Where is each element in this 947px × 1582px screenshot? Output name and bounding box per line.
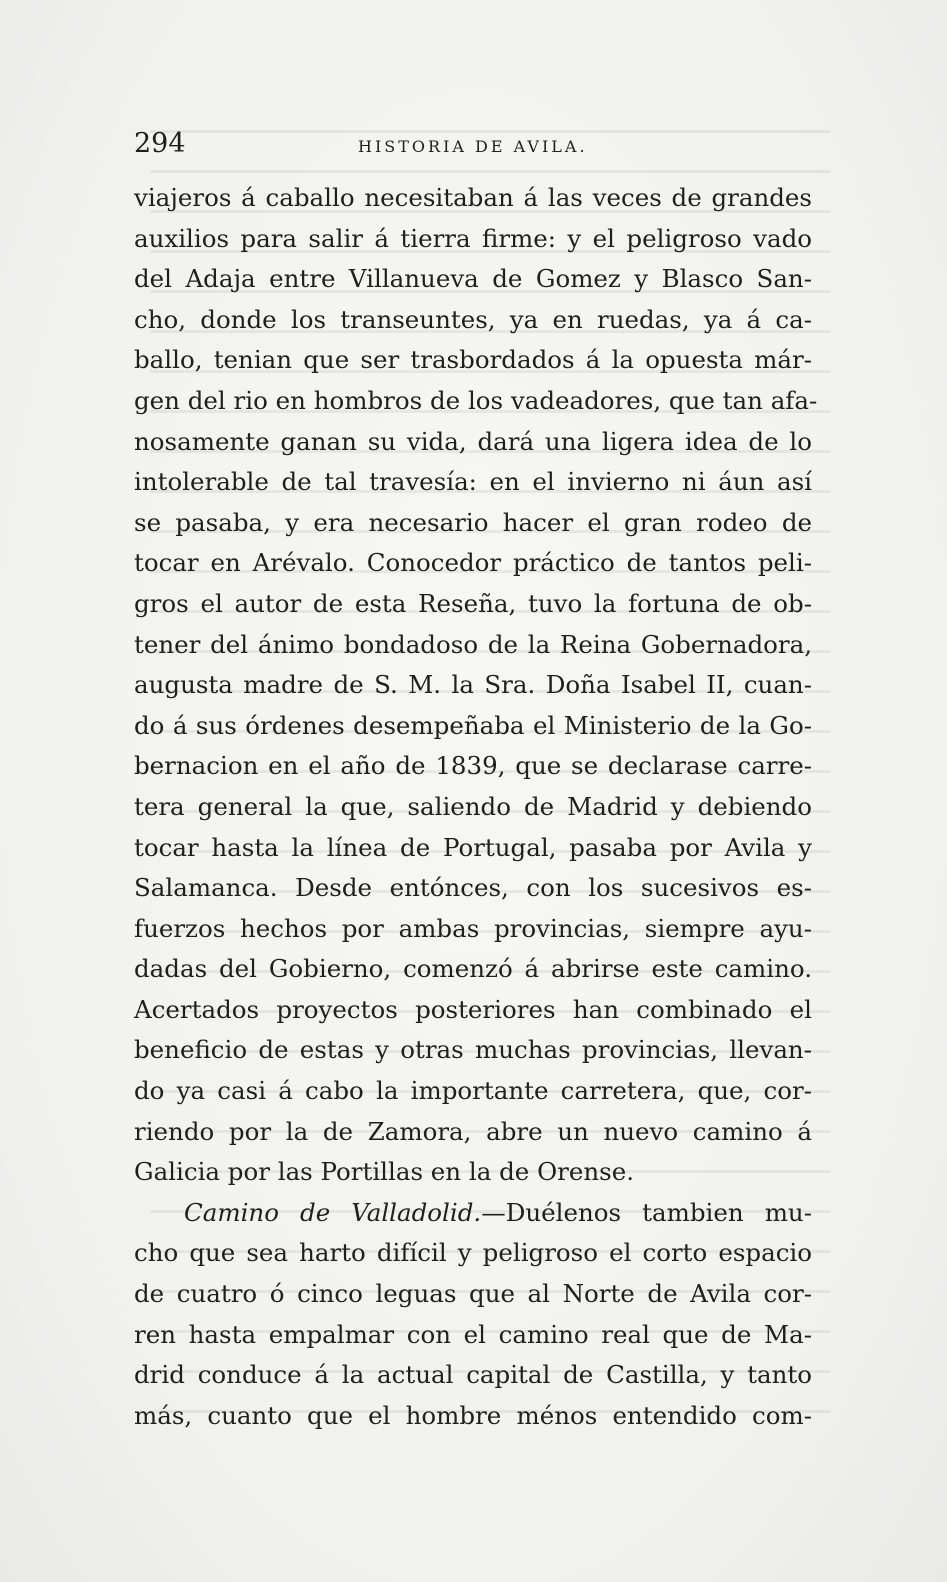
text-line: de cuatro ó cinco leguas que al Norte de Avila cor- (134, 1279, 812, 1309)
text-line: tera general la que, saliendo de Madrid y debiendo (134, 791, 812, 821)
text-line: do ya casi á cabo la importante carretera, que, cor- (134, 1076, 812, 1106)
text-line: tocar en Arévalo. Conocedor práctico de tantos peli- (134, 548, 812, 578)
text-line: auxilios para salir á tierra firme: y el peligroso vado (134, 223, 812, 253)
text-line: del Adaja entre Villanueva de Gomez y Blasco San- (134, 264, 812, 294)
text-line: tener del ánimo bondadoso de la Reina Gobernadora, (134, 629, 812, 659)
running-title: HISTORIA DE AVILA. (358, 137, 588, 156)
text-line: cho que sea harto difícil y peligroso el corto espacio (134, 1238, 812, 1268)
text-line: augusta madre de S. M. la Sra. Doña Isabel II, cuan- (134, 670, 812, 700)
text-line: Galicia por las Portillas en la de Orense. (134, 1157, 635, 1187)
text-line: cho, donde los transeuntes, ya en ruedas, ya á ca- (134, 304, 812, 334)
text-line: Salamanca. Desde entónces, con los sucesivos es- (134, 873, 812, 903)
section-heading-line (134, 1193, 812, 1234)
body-text (134, 178, 818, 1436)
text-line: intolerable de tal travesía: en el invierno ni áun así (134, 467, 812, 497)
text-line: gen del rio en hombros de los vadeadores, que tan afa- (134, 385, 818, 415)
running-head (134, 128, 634, 168)
text-line: gros el autor de esta Reseña, tuvo la fortuna de ob- (134, 588, 812, 618)
text-line: más, cuanto que el hombre ménos entendido com- (134, 1400, 812, 1430)
text-line: bernacion en el año de 1839, que se declarase carre- (134, 751, 812, 781)
text-line: ren hasta empalmar con el camino real que de Ma- (134, 1319, 812, 1349)
text-line: riendo por la de Zamora, abre un nuevo camino á (134, 1116, 812, 1146)
page-number: 294 (134, 128, 186, 159)
text-line: tocar hasta la línea de Portugal, pasaba por Avila y (134, 832, 812, 862)
text-line: do á sus órdenes desempeñaba el Ministerio de la Go- (134, 710, 812, 740)
text-line: fuerzos hechos por ambas provincias, siempre ayu- (134, 913, 812, 943)
text-line: beneficio de estas y otras muchas provincias, llevan- (134, 1035, 812, 1065)
text-line: dadas del Gobierno, comenzó á abrirse este camino. (134, 954, 812, 984)
text-line: drid conduce á la actual capital de Castilla, y tanto (134, 1360, 812, 1390)
text-line: ballo, tenian que ser trasbordados á la opuesta már- (134, 345, 812, 375)
text-line-continuation: —Duélenos tambien mu- (481, 1197, 812, 1227)
section-heading: Camino de Valladolid. (184, 1197, 482, 1227)
text-line: se pasaba, y era necesario hacer el gran rodeo de (134, 507, 812, 537)
text-line: viajeros á caballo necesitaban á las veces de grandes (134, 183, 812, 212)
text-line: nosamente ganan su vida, dará una ligera idea de lo (134, 426, 812, 456)
text-line: Acertados proyectos posteriores han combinado el (134, 994, 812, 1024)
